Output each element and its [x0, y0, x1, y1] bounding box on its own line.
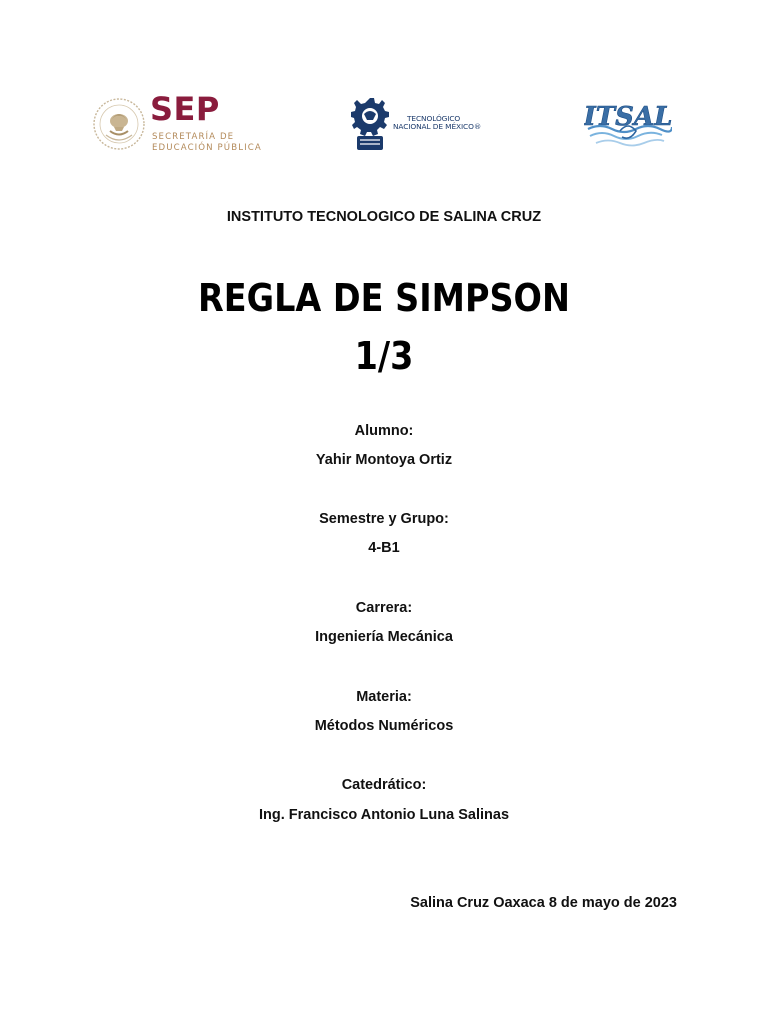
- tecnm-text-line2: NACIONAL DE MÉXICO®: [393, 122, 482, 131]
- sep-subtitle-line2: EDUCACIÓN PÚBLICA: [152, 143, 262, 153]
- institute-name: INSTITUTO TECNOLOGICO DE SALINA CRUZ: [226, 209, 542, 225]
- career-value: Ingeniería Mecánica: [315, 629, 453, 645]
- student-name: Yahir Montoya Ortiz: [315, 452, 453, 468]
- tecnm-gear-eagle-icon: [351, 96, 389, 152]
- sep-logo: [92, 90, 262, 156]
- sep-wordmark: SEP: [150, 90, 220, 128]
- place-and-date: Salina Cruz Oaxaca 8 de mayo de 2023: [410, 895, 677, 911]
- itsal-wave-3: [596, 140, 664, 146]
- subject-value: Métodos Numéricos: [314, 718, 454, 734]
- career-label: Carrera:: [355, 600, 413, 616]
- mexico-coat-of-arms-seal-icon: [92, 97, 146, 151]
- professor-label: Catedrático:: [341, 777, 427, 793]
- student-label: Alumno:: [354, 423, 414, 439]
- semester-group-value: 4-B1: [368, 540, 400, 556]
- itsal-wordmark: ITSAL: [584, 102, 672, 132]
- tecnm-text-line1: TECNOLÓGICO: [407, 114, 461, 123]
- itsal-logo: [584, 95, 672, 153]
- semester-group-label: Semestre y Grupo:: [319, 511, 449, 527]
- tecnm-logo: [351, 96, 481, 154]
- document-title-line1: REGLA DE SIMPSON: [198, 276, 570, 320]
- professor-name: Ing. Francisco Antonio Luna Salinas: [258, 807, 510, 823]
- sep-subtitle-line1: SECRETARÍA DE: [152, 132, 235, 142]
- document-title-line2: 1/3: [354, 334, 414, 378]
- subject-label: Materia:: [356, 689, 412, 705]
